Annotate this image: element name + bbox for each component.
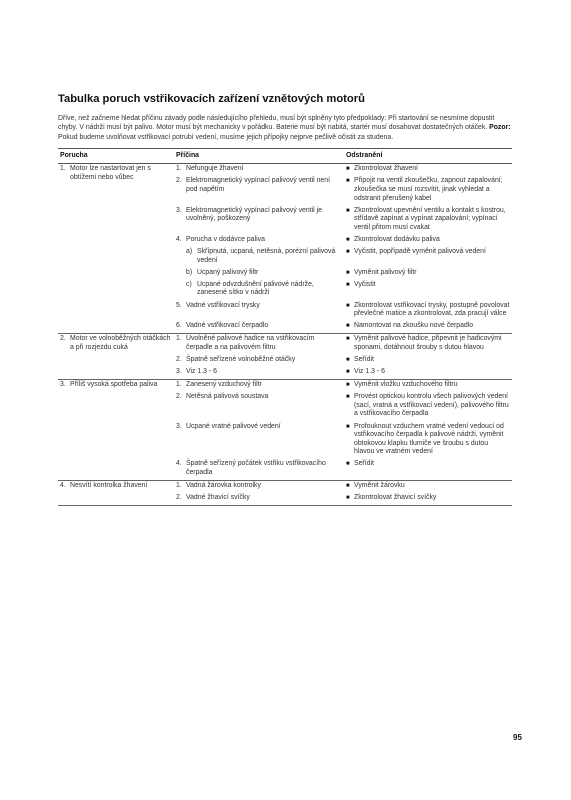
- remedy-content: [346, 335, 510, 352]
- cause-cell: [174, 279, 344, 300]
- remedy-content: [346, 381, 510, 390]
- remedy-content: [346, 460, 510, 469]
- remedy-cell: [344, 333, 512, 354]
- cause-cell: [174, 392, 344, 421]
- cause-number: 1.: [176, 482, 182, 490]
- cause-number: 5.: [176, 301, 182, 309]
- cause-text: Vadná žárovka kontrolky: [186, 482, 261, 490]
- remedy-text: Vyměnit palivový filtr: [354, 268, 417, 276]
- cause-text: Ucpaný palivový filtr: [197, 268, 259, 276]
- cause-content: [176, 248, 342, 265]
- bullet-icon: ■: [346, 336, 350, 343]
- problem-cell: [58, 333, 174, 379]
- problem-number: 3.: [60, 381, 66, 389]
- bullet-icon: ■: [346, 382, 350, 389]
- remedy-content: [346, 248, 510, 257]
- cause-content: [176, 177, 342, 194]
- cause-number: 4.: [176, 235, 182, 243]
- problem-cell: [58, 379, 174, 480]
- cause-text: Vadné žhavicí svíčky: [186, 494, 250, 502]
- problem-text: Motor lze nastartovat jen s obtížemi nebo vůbec: [70, 165, 151, 181]
- remedy-content: [346, 368, 510, 377]
- remedy-text: Připojit na ventil zkoušečku, zapnout zapalování; zkoušečka se musí rozsvítit, jinak vyhledat a odstranit přerušený kabel: [354, 177, 503, 202]
- cause-number: 1.: [176, 335, 182, 343]
- bullet-icon: ■: [346, 483, 350, 490]
- remedy-text: Viz 1.3 - 6: [354, 368, 385, 376]
- bullet-icon: ■: [346, 495, 350, 502]
- remedy-cell: [344, 493, 512, 506]
- bullet-icon: ■: [346, 236, 350, 243]
- cause-content: [176, 269, 342, 278]
- problem-number: 4.: [60, 482, 66, 490]
- cause-number: 3.: [176, 368, 182, 376]
- remedy-content: [346, 236, 510, 245]
- remedy-content: [346, 165, 510, 174]
- remedy-text: Profouknout vzduchem vratné vedení vedoucí od vstřikovacího čerpadla k palivové nádrži, vyměnit obtokovou klapku tlumiče ve šroubu s dutou hlavou ve vratném vedení: [354, 422, 504, 456]
- cause-content: [176, 165, 342, 174]
- cause-number: 2.: [176, 494, 182, 502]
- remedy-content: [346, 322, 510, 331]
- bullet-icon: ■: [346, 207, 350, 214]
- cause-cell: [174, 480, 344, 493]
- bullet-icon: ■: [346, 323, 350, 330]
- remedy-content: [346, 482, 510, 491]
- bullet-icon: ■: [346, 394, 350, 401]
- remedy-cell: [344, 367, 512, 380]
- cause-content: [176, 335, 342, 352]
- bullet-icon: ■: [346, 423, 350, 430]
- problem-text: Příliš vysoká spotřeba paliva: [70, 381, 158, 389]
- remedy-content: [346, 494, 510, 503]
- remedy-text: Zkontrolovat vstřikovací trysky, postupně povolovat převlečné matice a zkontrolovat, zda pracují válce: [354, 301, 510, 318]
- cause-content: [176, 393, 342, 402]
- cause-number: a): [186, 248, 193, 256]
- cause-cell: [174, 205, 344, 234]
- cause-text: Elektromagnetický vypínací palivový ventil není pod napětím: [186, 177, 331, 193]
- cause-text: Skřípnutá, ucpaná, netěsná, porézní palivová vedení: [197, 248, 336, 264]
- cause-number: 3.: [176, 422, 182, 430]
- remedy-cell: [344, 247, 512, 268]
- table-header-row: [58, 149, 512, 164]
- bullet-icon: ■: [346, 357, 350, 363]
- page-content: [58, 93, 512, 506]
- remedy-text: Zkontrolovat žhavicí svíčky: [354, 494, 437, 502]
- table-row: [58, 333, 512, 354]
- remedy-content: [346, 393, 510, 419]
- cause-content: [176, 460, 342, 477]
- cause-cell: [174, 355, 344, 367]
- problem-content: [60, 482, 172, 491]
- remedy-text: Vyměnit vložku vzduchového filtru: [354, 381, 458, 389]
- cause-number: 4.: [176, 460, 182, 468]
- remedy-content: [346, 177, 510, 203]
- cause-cell: [174, 321, 344, 334]
- table-body: [58, 163, 512, 505]
- remedy-text: Vyměnit žárovku: [354, 482, 405, 490]
- bullet-icon: ■: [346, 249, 350, 256]
- cause-text: Vadné vstřikovací trysky: [186, 301, 260, 309]
- cause-content: [176, 494, 342, 503]
- remedy-content: [346, 207, 510, 233]
- cause-text: Vadné vstřikovací čerpadlo: [186, 322, 269, 330]
- table-row: [58, 379, 512, 392]
- cause-cell: [174, 333, 344, 354]
- cause-content: [176, 236, 342, 245]
- problem-cell: [58, 480, 174, 505]
- intro-text: Dříve, než začneme hledat příčinu závady podle následujícího přehledu, musí být splněny tyto předpoklady: Při startování se nesmíme dopustit chyby. V nádrži musí být palivo. Motor musí být mechanicky v pořádku. Baterie musí být nabitá, startér musí dosahovat dostatečných otáček.: [58, 115, 495, 132]
- remedy-cell: [344, 392, 512, 421]
- remedy-cell: [344, 176, 512, 205]
- table-row: [58, 480, 512, 493]
- problem-number: 2.: [60, 335, 66, 343]
- remedy-text: Provést optickou kontrolu všech palivových vedení (sací, vratná a vstřikovací vedení), palivového filtru a vstřikovacího čerpadla: [354, 393, 509, 418]
- cause-number: 2.: [176, 177, 182, 185]
- cause-cell: [174, 234, 344, 246]
- cause-number: 2.: [176, 356, 182, 363]
- cause-text: Porucha v dodávce paliva: [186, 235, 265, 243]
- remedy-cell: [344, 355, 512, 367]
- cause-cell: [174, 267, 344, 279]
- cause-cell: [174, 421, 344, 459]
- cause-content: [176, 302, 342, 311]
- bullet-icon: ■: [346, 166, 350, 173]
- remedy-text: Zkontrolovat upevnění ventilu a kontakt s kostrou, střídavě zapínat a vypínat zapalování; vypínací ventil přitom musí cvakat: [354, 206, 506, 231]
- problem-content: [60, 381, 172, 390]
- page-number: 95: [513, 733, 522, 742]
- bullet-icon: ■: [346, 302, 350, 309]
- remedy-content: [346, 302, 510, 319]
- cause-number: 3.: [176, 206, 182, 214]
- cause-cell: [174, 247, 344, 268]
- remedy-cell: [344, 300, 512, 321]
- remedy-cell: [344, 267, 512, 279]
- page-title: Tabulka poruch vstřikovacích zařízení vznětových motorů: [58, 93, 365, 105]
- cause-number: 2.: [176, 393, 182, 401]
- remedy-text: Zkontrolovat žhavení: [354, 165, 418, 173]
- problem-text: Nesvítí kontrolka žhavení: [70, 482, 148, 490]
- intro-warning-label: Pozor:: [489, 124, 511, 132]
- cause-cell: [174, 379, 344, 392]
- cause-cell: [174, 367, 344, 380]
- bullet-icon: ■: [346, 369, 350, 376]
- bullet-icon: ■: [346, 461, 350, 468]
- problem-cell: [58, 163, 174, 333]
- cause-number: 1.: [176, 381, 182, 389]
- cause-text: Špatně seřízené volnoběžné otáčky: [186, 356, 296, 363]
- bullet-icon: ■: [346, 269, 350, 276]
- cause-cell: [174, 300, 344, 321]
- cause-text: Zanesený vzduchový filtr: [186, 381, 262, 389]
- remedy-content: [346, 269, 510, 278]
- cause-content: [176, 381, 342, 390]
- remedy-text: Seřídit: [354, 356, 374, 363]
- remedy-cell: [344, 321, 512, 334]
- remedy-cell: [344, 459, 512, 480]
- cause-number: 6.: [176, 322, 182, 330]
- cause-text: Uvolněné palivové hadice na vstřikovacím čerpadle a na palivovém filtru: [186, 335, 315, 351]
- cause-content: [176, 423, 342, 432]
- cause-content: [176, 368, 342, 377]
- remedy-content: [346, 281, 510, 290]
- header-cause: Příčina: [174, 149, 344, 164]
- cause-cell: [174, 176, 344, 205]
- remedy-cell: [344, 163, 512, 176]
- cause-text: Nefunguje žhavení: [186, 165, 244, 173]
- cause-cell: [174, 459, 344, 480]
- cause-text: Elektromagnetický vypínací palivový ventil je uvolněný, poškozený: [186, 206, 322, 223]
- cause-content: [176, 356, 342, 365]
- problem-content: [60, 335, 172, 352]
- remedy-cell: [344, 480, 512, 493]
- cause-text: Špatně seřízený počátek vstřiku vstřikovacího čerpadla: [186, 460, 326, 477]
- cause-content: [176, 322, 342, 331]
- cause-cell: [174, 493, 344, 506]
- fault-table: [58, 148, 512, 506]
- remedy-text: Vyčistit, popřípadě vyměnit palivová vedení: [354, 248, 486, 256]
- intro-paragraph: [58, 114, 512, 142]
- header-problem: Porucha: [58, 149, 174, 164]
- remedy-cell: [344, 421, 512, 459]
- cause-text: Ucpané vratné palivové vedení: [186, 422, 281, 430]
- cause-cell: [174, 163, 344, 176]
- header-remedy: Odstranění: [344, 149, 512, 164]
- bullet-icon: ■: [346, 281, 350, 288]
- remedy-text: Vyčistit: [354, 280, 376, 288]
- problem-text: Motor ve volnoběžných otáčkách a při rozjezdu cuká: [70, 335, 171, 351]
- cause-number: c): [186, 280, 192, 288]
- cause-content: [176, 281, 342, 298]
- intro-warning-text: Pokud budeme uvolňovat vstřikovací potrubí vedení, musíme jejich přípojky nejprve pečlivě očistit za studena.: [58, 133, 394, 141]
- remedy-text: Vyměnit palivové hadice, připevnit je hadicovými sponami, dotáhnout šrouby s dutou hlavou: [354, 335, 502, 351]
- remedy-cell: [344, 234, 512, 246]
- problem-content: [60, 165, 172, 182]
- remedy-cell: [344, 379, 512, 392]
- cause-text: Netěsná palivová soustava: [186, 393, 269, 401]
- cause-text: Viz 1.3 - 6: [186, 368, 217, 376]
- table-row: [58, 163, 512, 176]
- bullet-icon: ■: [346, 178, 350, 185]
- remedy-text: Zkontrolovat dodávku paliva: [354, 235, 440, 243]
- remedy-content: [346, 356, 510, 365]
- cause-content: [176, 482, 342, 491]
- cause-text: Ucpané odvzdušnění palivové nádrže, zanesené sítko v nádrži: [197, 280, 314, 297]
- remedy-content: [346, 423, 510, 457]
- remedy-cell: [344, 279, 512, 300]
- problem-number: 1.: [60, 165, 66, 173]
- remedy-text: Namontovat na zkoušku nové čerpadlo: [354, 322, 474, 330]
- cause-content: [176, 207, 342, 224]
- cause-number: b): [186, 268, 193, 276]
- remedy-text: Seřídit: [354, 460, 374, 468]
- remedy-cell: [344, 205, 512, 234]
- cause-number: 1.: [176, 165, 182, 173]
